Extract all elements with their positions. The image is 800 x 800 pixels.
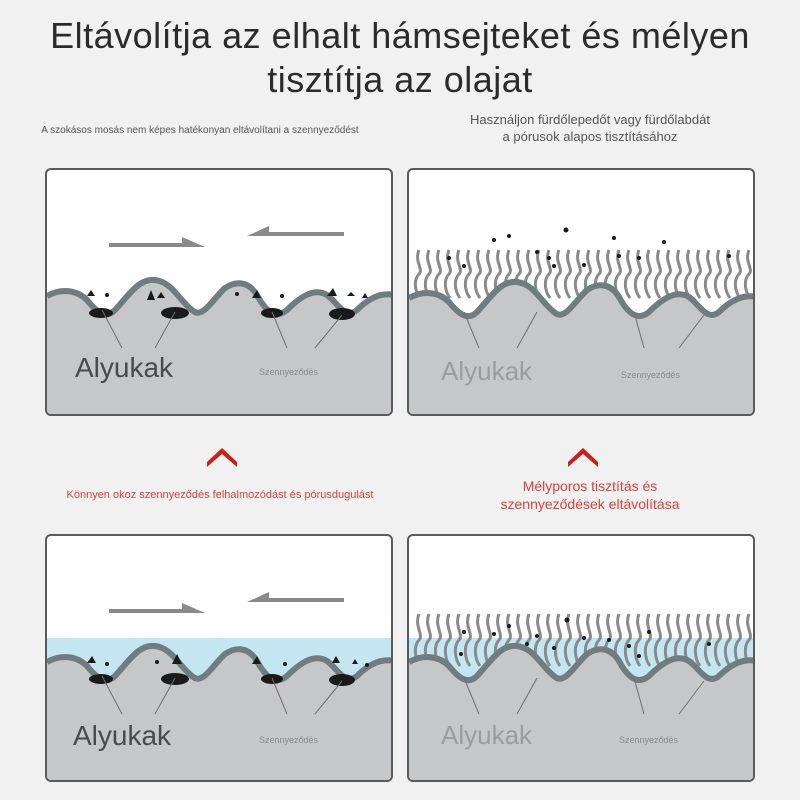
towel-fiber <box>465 250 470 298</box>
panel-normal-wash <box>45 168 393 416</box>
towel-fiber <box>655 250 660 298</box>
pores-label: Alyukak <box>75 352 174 383</box>
towel-fiber <box>745 250 750 298</box>
chevron-up-icon <box>568 446 598 468</box>
panel-wet-deep-clean <box>407 534 755 782</box>
caption-use-towel <box>410 111 770 145</box>
arrow-left-icon <box>247 592 344 602</box>
towel-fiber <box>485 250 490 298</box>
caption-use-towel-line-2: a pórusok alapos tisztításához <box>502 129 678 144</box>
title-line-1: Eltávolítja az elhalt hámsejteket és mélyen <box>50 15 750 56</box>
towel-fiber <box>665 250 670 298</box>
dirt-label: Szennyeződés <box>621 370 681 380</box>
caption-clogging: Könnyen okoz szennyeződés felhalmozódást és pórusdugulást <box>66 489 374 501</box>
caption-normal-wash: A szokásos mosás nem képes hatékonyan eltávolítani a szennyeződést <box>41 125 359 136</box>
towel-fiber <box>575 250 580 298</box>
arrow-left-icon <box>247 226 344 236</box>
arrow-right-icon <box>109 603 205 613</box>
pores-label: Alyukak <box>441 356 533 386</box>
towel-fiber <box>625 250 630 298</box>
dirt-label: Szennyeződés <box>619 735 679 745</box>
towel-fiber <box>475 250 480 298</box>
dirt-label: Szennyeződés <box>259 735 319 745</box>
towel-fiber <box>675 250 680 298</box>
towel-fiber <box>735 250 740 298</box>
panel-towel-scrub <box>407 168 755 416</box>
towel-fiber <box>435 250 440 298</box>
towel-fiber <box>555 250 560 298</box>
towel-fiber <box>565 250 570 298</box>
panel-wet-clogged <box>45 534 393 782</box>
caption-deep-clean-line-2: szennyeződések eltávolítása <box>500 496 680 512</box>
dirt-label: Szennyeződés <box>259 367 319 377</box>
towel-fiber <box>645 250 650 298</box>
towel-fiber <box>455 250 460 298</box>
page-title <box>0 14 800 102</box>
towel-fiber <box>705 250 710 298</box>
towel-fiber <box>695 250 700 298</box>
towel-fiber <box>685 250 690 298</box>
towel-fiber <box>415 250 420 298</box>
title-line-2: tisztítja az olajat <box>267 59 533 100</box>
caption-use-towel-line-1: Használjon fürdőlepedőt vagy fürdőlabdát <box>470 112 710 127</box>
towel-fiber <box>715 250 720 298</box>
pores-label: Alyukak <box>441 720 533 750</box>
arrow-right-icon <box>109 237 205 247</box>
caption-deep-clean <box>410 477 770 513</box>
chevron-up-icon <box>207 446 237 468</box>
pores-label: Alyukak <box>73 720 172 751</box>
caption-deep-clean-line-1: Mélyporos tisztítás és <box>522 478 658 494</box>
